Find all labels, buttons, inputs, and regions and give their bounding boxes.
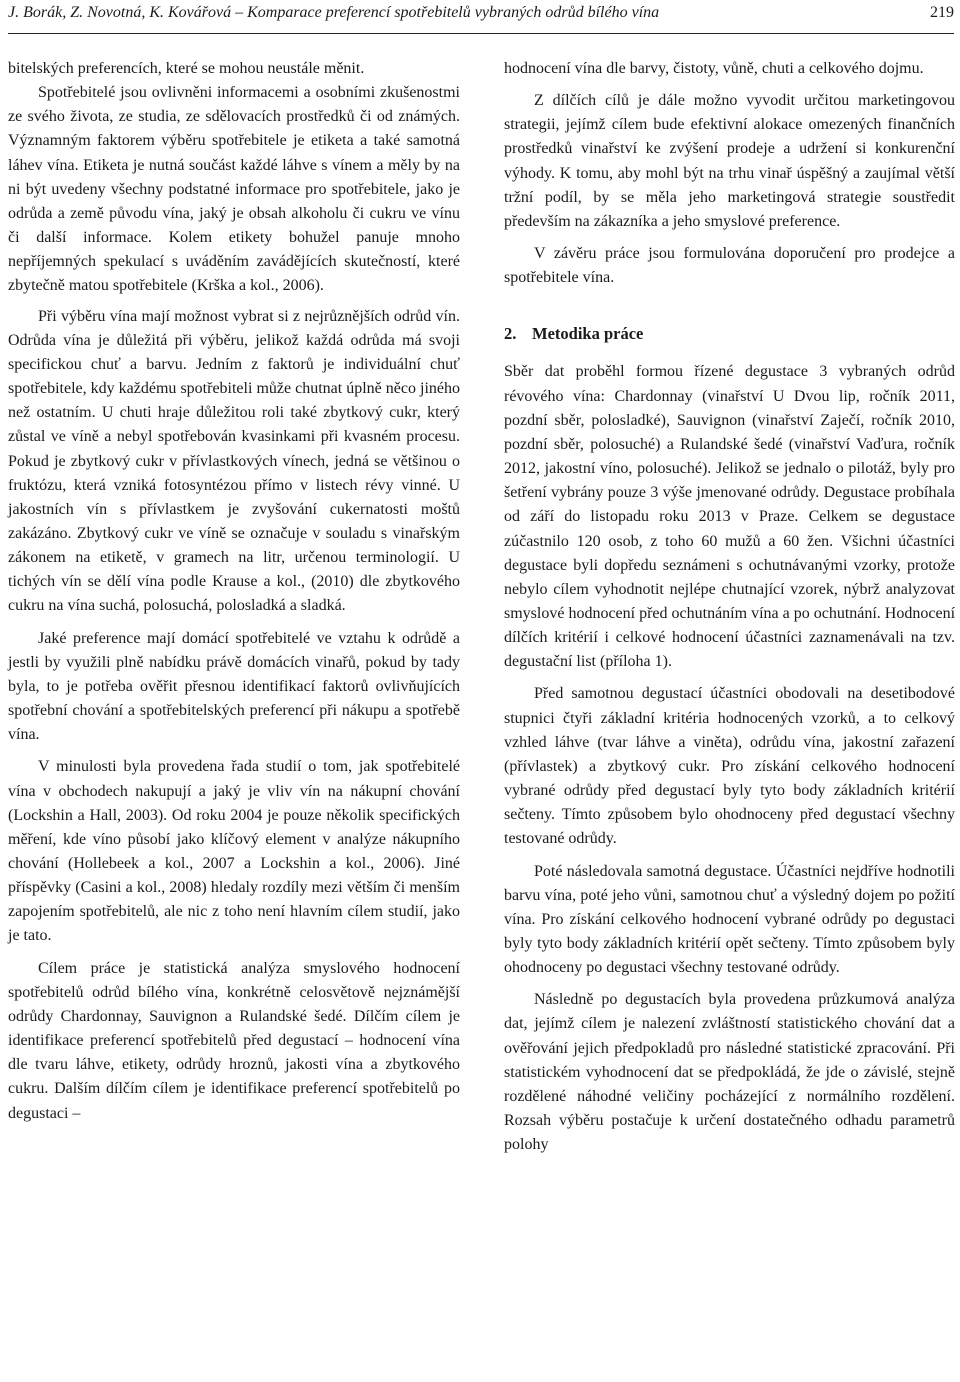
paragraph: bitelských preferencích, které se mohou neustále měnit. (8, 60, 365, 77)
paragraph: Jaké preference mají domácí spotřebitelé ve vztahu k odrůdě a jestli by využili plně nabídku právě domácích vinařů, pokud by tady byla, to je potřeba ověřit přesnou identifikací faktorů ovlivňujících spotřební chování a spotřebitelských preferencí při nákupu a spotřebě vína. (8, 629, 460, 744)
paragraph: V minulosti byla provedena řada studií o tom, jak spotřebitelé vína v obchodech nakupují a jaký je vliv vín na nákupní chování (Lockshin a Hall, 2003). Od roku 2004 je pouze několik specifických měření, kde víno působí jako klíčový element v analýze nákupního chování (Hollebeek a kol., 2007 a Lockshin a kol., 2006). Jiné příspěvky (Casini a kol., 2008) hledaly rozdíly mezi větším či menším zapojením spotřebitelů, ale nic z toho není hlavním cílem studií, jako je tato. (8, 758, 460, 945)
right-column (504, 57, 955, 1157)
section-number: 2. (504, 324, 517, 344)
paragraph: Cílem práce je statistická analýza smyslového hodnocení spotřebitelů odrůd bílého vína, konkrétně celosvětově nejznámější odrůdy Chardonnay, Sauvignon a Rulandské šedé. Dílčím cílem je identifikace preferencí spotřebitelů před degustací – hodnocení vína dle tvaru láhve, etikety, odrůdy hroznů, jakosti vína a zbytkového cukru. Dalším dílčím cílem je identifikace preferencí spotřebitelů po degustaci – (8, 959, 460, 1122)
left-column (8, 57, 460, 1126)
paragraph: Poté následovala samotná degustace. Účastníci nejdříve hodnotili barvu vína, poté jeho vůni, samotnou chuť a výsledný dojem po požití vína. Pro získání celkového hodnocení vybrané odrůdy po degustaci byly tyto body základních kritérií opět sečteny. Tímto způsobem byly ohodnoceny po degustaci všechny testované odrůdy. (504, 862, 955, 977)
paragraph: Před samotnou degustací účastníci obodovali na desetibodové stupnici čtyři základní kritéria hodnocených vzorků, a to celkový vzhled láhve (tvar láhve a viněta), odrůdu vína, jakostní zařazení (přívlastek) a zbytkový cukr. Pro získání celkového hodnocení vybrané odrůdy před degustací byly tyto body základních kritérií sečteny. Tímto způsobem bylo ohodnoceny před degustací všechny testované odrůdy. (504, 685, 955, 848)
paragraph: Následně po degustacích byla provedena průzkumová analýza dat, jejímž cílem je nalezení zvláštností statistického chování dat a ověřování jejich předpokladů pro následné statistické zpracování. Při statistickém vyhodnocení dat se předpokládá, že jde o závislé, stejně rozdělené náhodné veličiny pocházející z normálního rozdělení. Rozsah výběru postačuje k určení dostatečného odhadu parametrů polohy (504, 991, 955, 1154)
section-title: Metodika práce (532, 324, 644, 344)
paragraph: Při výběru vína mají možnost vybrat si z nejrůznějších odrůd vín. Odrůda vína je důležitá při výběru, jelikož každá odrůda má svoji specifickou chuť a barvu. Jedním z faktorů je individuální chuť spotřebitele, kdy každému spotřebiteli může chutnat úplně něco jiného než ostatním. U chuti hraje důležitou roli také zbytkový cukr, který zůstal ve víně a nebyl spotřebován kvasinkami při kvasném procesu. Pokud je zbytkový cukr v přívlastkových vínech, jedná se většinou o fruktózu, která vzniká fotosyntézou přímo v listech révy vinné. U jakostních vín s přívlastkem je zvyšování cukernatosti moštů zakázáno. Zbytkový cukr ve víně se označuje v souladu s vinařským zákonem na etiketě, v gramech na litr, určenou terminologií. U tichých vín se dělí vína podle Krause a kol., (2010) dle zbytkového cukru na vína suchá, polosuchá, polosladká a sladká. (8, 307, 460, 615)
page-number: 219 (930, 4, 954, 21)
running-header (8, 0, 954, 34)
running-title: J. Borák, Z. Novotná, K. Kovářová – Komparace preferencí spotřebitelů vybraných odrůd bílého vína (8, 4, 660, 21)
paragraph: V závěru práce jsou formulována doporučení pro prodejce a spotřebitele vína. (504, 245, 955, 287)
section-heading (504, 322, 955, 346)
paragraph: hodnocení vína dle barvy, čistoty, vůně, chuti a celkového dojmu. (504, 60, 924, 77)
paragraph: Spotřebitelé jsou ovlivněni informacemi a osobními zkušenostmi ze svého života, ze studia, ze sdělovacích prostředků či od známých. Významným faktorem výběru spotřebitele je etiketa a také samotná láhev vína. Etiketa je nutná součást každé láhve s vínem a měly by na ni být uvedeny všechny podstatné informace pro spotřebitele, jako je odrůda a země původu vína, jaký je obsah alkoholu či cukru ve vínu či další informace. Kolem etikety bohužel panuje mnoho nepříjemných spekulací s uváděním zavádějících skutečností, které zbytečně matou spotřebitele (Krška a kol., 2006). (8, 84, 460, 295)
paragraph: Z dílčích cílů je dále možno vyvodit určitou marketingovou strategii, jejímž cílem bude efektivní alokace omezených finančních prostředků vinařství ke zvýšení prodeje a udržení si konkurenční výhody. K tomu, aby mohl být na trhu vinař úspěšný a zaujímal větší tržní podíl, by se měla jeho marketingová strategie soustředit především na zákazníka a jeho smyslové preference. (504, 92, 955, 230)
paragraph: Sběr dat proběhl formou řízené degustace 3 vybraných odrůd révového vína: Chardonnay (vinařství U Dvou lip, ročník 2011, pozdní sběr, polosladké), Sauvignon (vinařství Zaječí, ročník 2010, pozdní sběr, polosuché) a Rulandské šedé (vinařství Vaďura, ročník 2012, jakostní víno, polosuché). Jelikož se jednalo o pilotáž, byly pro šetření vybrány pouze 3 výše jmenované odrůdy. Degustace probíhala od září do listopadu roku 2013 v Praze. Celkem se degustace zúčastnilo 120 osob, z toho 60 mužů a 60 žen. Všichni účastníci degustace byli dopředu seznámeni s ochutnávanými vzorky, protože nebylo cílem vyhodnotit nejlépe chutnající vzorek, nýbrž analyzovat smyslové hodnocení před ochutnáním vína a po ochutnání. Hodnocení dílčích kritérií i celkové hodnocení účastníci zaznamenávali na tzv. degustační list (příloha 1). (504, 363, 956, 671)
